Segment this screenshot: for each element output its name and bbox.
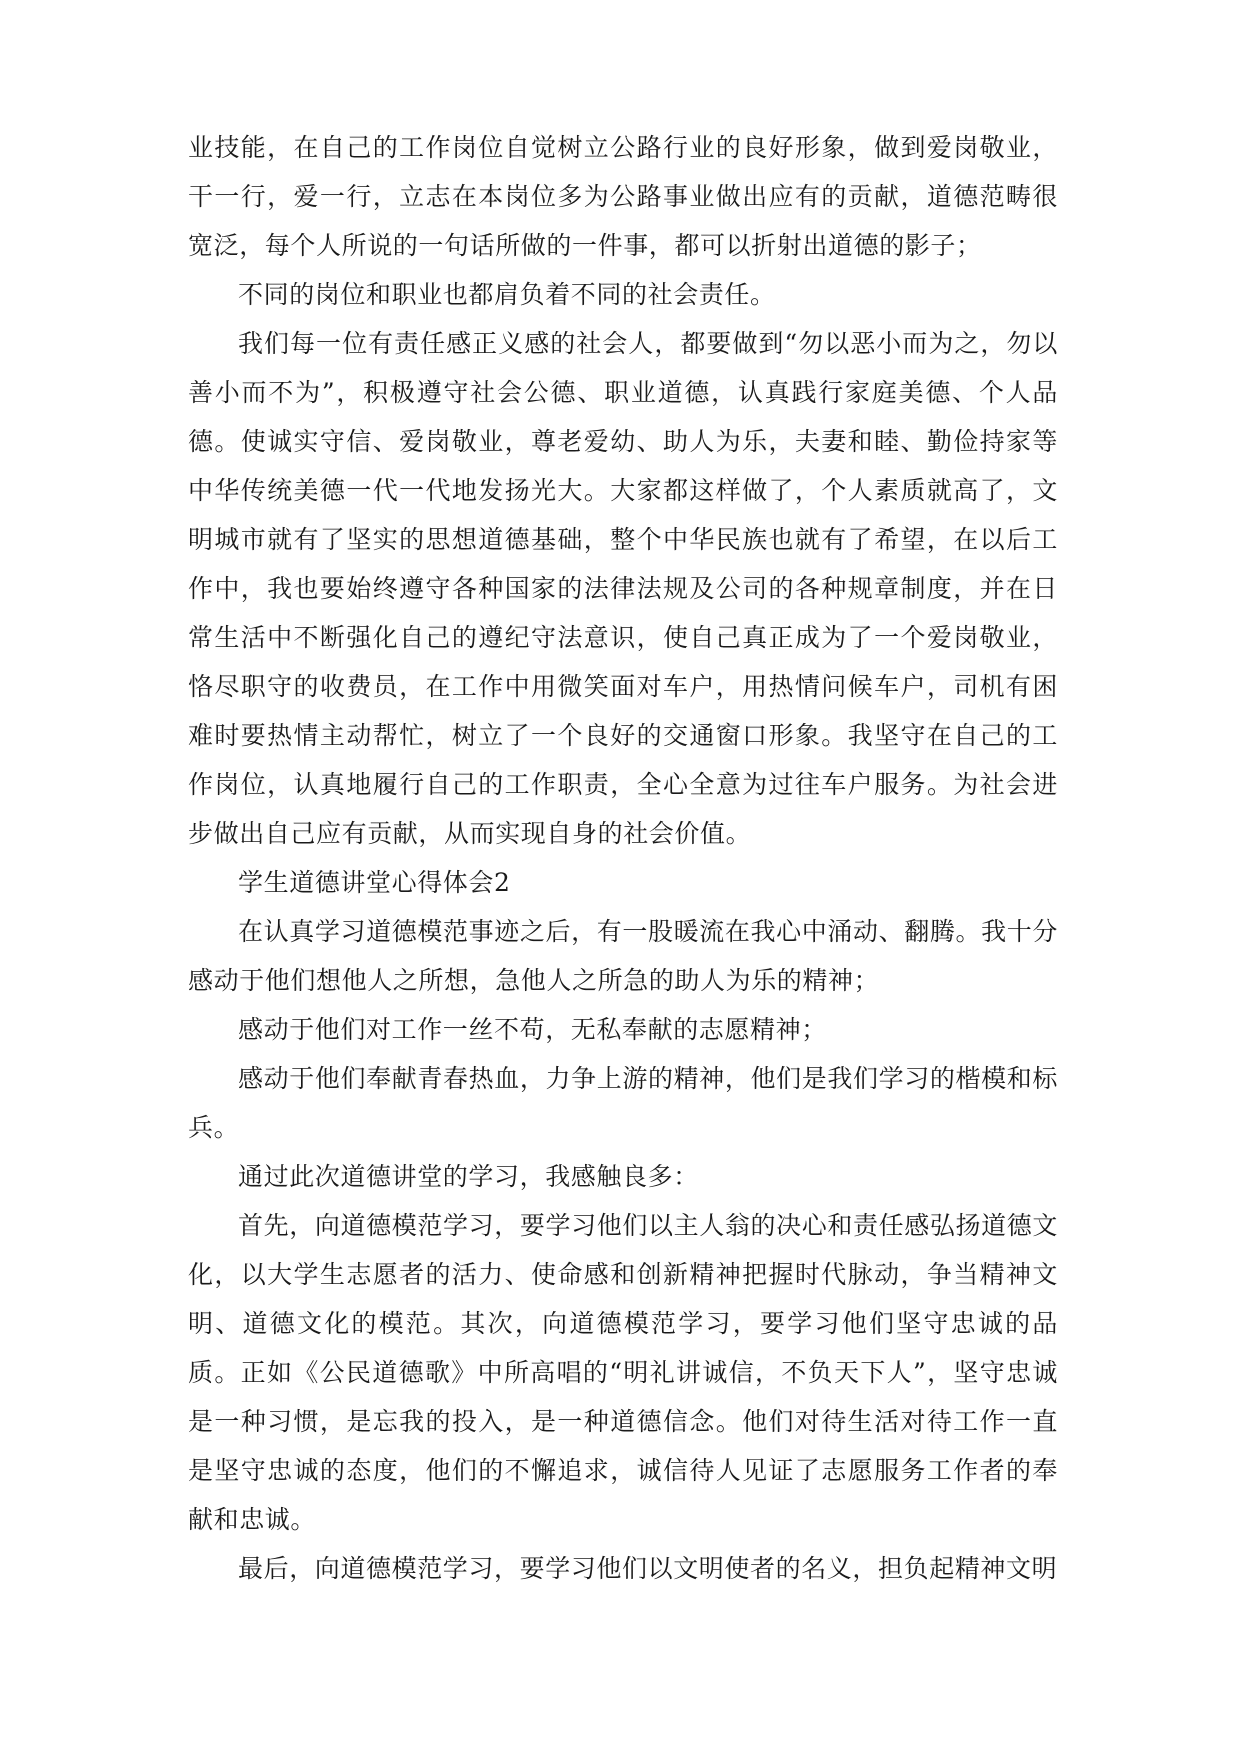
paragraph-1: 业技能，在自己的工作岗位自觉树立公路行业的良好形象，做到爱岗敬业，干一行，爱一行，立志在本岗位多为公路事业做出应有的贡献，道德范畴很宽泛，每个人所说的一句话所做的一件事，都可以折射出道德的影子； (188, 133, 1058, 260)
paragraph-7: 感动于他们奉献青春热血，力争上游的精神，他们是我们学习的楷模和标兵。 (188, 1064, 1058, 1142)
section-heading: 学生道德讲堂心得体会2 (238, 868, 511, 897)
paragraph-6: 感动于他们对工作一丝不苟，无私奉献的志愿精神； (238, 1015, 827, 1044)
paragraph-10: 最后，向道德模范学习，要学习他们以文明使者的名义，担负起精神文明 (238, 1554, 1058, 1583)
paragraph-5: 在认真学习道德模范事迹之后，有一股暖流在我心中涌动、翻腾。我十分感动于他们想他人之所想，急他人之所急的助人为乐的精神； (188, 917, 1058, 995)
document-body (188, 123, 1058, 1593)
paragraph-2: 不同的岗位和职业也都肩负着不同的社会责任。 (238, 280, 776, 309)
paragraph-9: 首先，向道德模范学习，要学习他们以主人翁的决心和责任感弘扬道德文化，以大学生志愿者的活力、使命感和创新精神把握时代脉动，争当精神文明、道德文化的模范。其次，向道德模范学习，要学习他们坚守忠诚的品质。正如《公民道德歌》中所高唱的“明礼讲诚信，不负天下人”，坚守忠诚是一种习惯，是忘我的投入，是一种道德信念。他们对待生活对待工作一直是坚守忠诚的态度，他们的不懈追求，诚信待人见证了志愿服务工作者的奉献和忠诚。 (188, 1211, 1058, 1534)
paragraph-8: 通过此次道德讲堂的学习，我感触良多： (238, 1162, 699, 1191)
paragraph-3: 我们每一位有责任感正义感的社会人，都要做到“勿以恶小而为之，勿以善小而不为”，积极遵守社会公德、职业道德，认真践行家庭美德、个人品德。使诚实守信、爱岗敬业，尊老爱幼、助人为乐，夫妻和睦、勤俭持家等中华传统美德一代一代地发扬光大。大家都这样做了，个人素质就高了，文明城市就有了坚实的思想道德基础，整个中华民族也就有了希望，在以后工作中，我也要始终遵守各种国家的法律法规及公司的各种规章制度，并在日常生活中不断强化自己的遵纪守法意识，使自己真正成为了一个爱岗敬业，恪尽职守的收费员，在工作中用微笑面对车户，用热情问候车户，司机有困难时要热情主动帮忙，树立了一个良好的交通窗口形象。我坚守在自己的工作岗位，认真地履行自己的工作职责，全心全意为过往车户服务。为社会进步做出自己应有贡献，从而实现自身的社会价值。 (188, 329, 1058, 848)
